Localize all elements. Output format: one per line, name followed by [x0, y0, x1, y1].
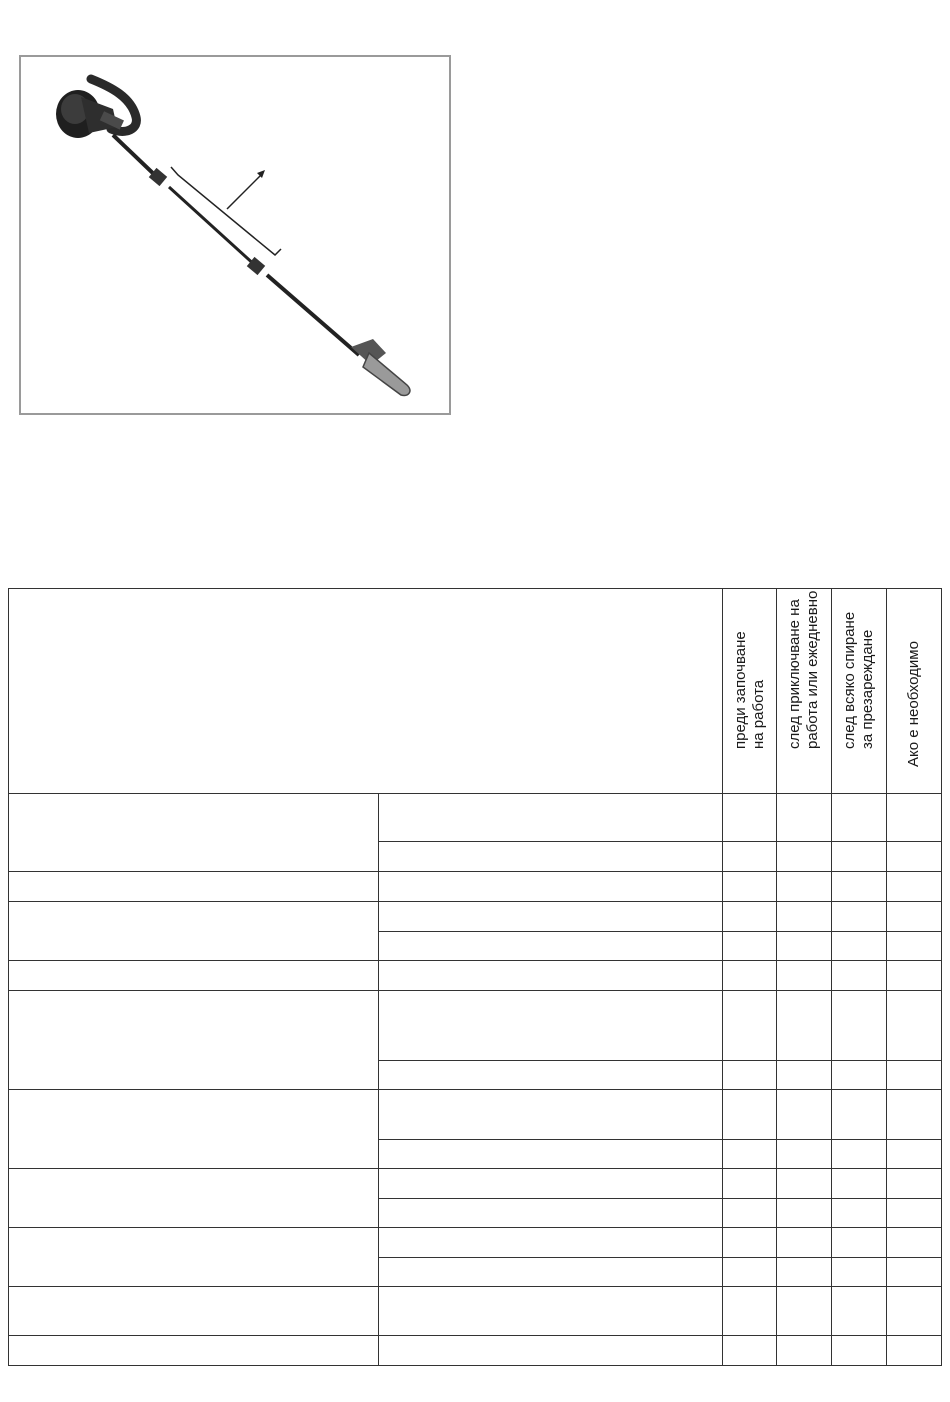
table-cell — [887, 872, 942, 902]
table-cell — [723, 1061, 777, 1090]
column-header-after-work-line2: работа или ежедневно — [804, 590, 821, 749]
table-row — [9, 902, 942, 932]
table-cell — [777, 1287, 832, 1336]
column-header-if-needed — [887, 589, 942, 794]
maintenance-schedule-table — [8, 588, 942, 1366]
column-header-after-refuel-line2: за презареждане — [859, 629, 876, 749]
table-cell — [9, 1336, 379, 1366]
table-cell — [723, 1287, 777, 1336]
table-cell — [777, 1336, 832, 1366]
table-cell — [777, 1199, 832, 1228]
table-cell — [379, 842, 723, 872]
table-cell — [832, 1169, 887, 1199]
table-cell — [832, 1199, 887, 1228]
table-cell — [887, 902, 942, 932]
table-cell — [379, 794, 723, 842]
pointer-arrow — [227, 175, 261, 209]
table-row — [9, 991, 942, 1061]
table-cell — [887, 1090, 942, 1140]
pole-saw-illustration — [21, 57, 449, 413]
table-cell — [832, 1061, 887, 1090]
table-cell — [777, 1090, 832, 1140]
table-cell — [723, 1169, 777, 1199]
table-cell — [9, 1090, 379, 1169]
table-row — [9, 872, 942, 902]
table-cell — [379, 1061, 723, 1090]
table-cell — [832, 1090, 887, 1140]
table-row — [9, 1336, 942, 1366]
table-cell — [379, 1199, 723, 1228]
table-cell — [832, 1228, 887, 1258]
product-figure — [19, 55, 451, 415]
table-cell — [379, 1090, 723, 1140]
header-blank-cell — [9, 589, 723, 794]
table-cell — [379, 1258, 723, 1287]
table-cell — [887, 794, 942, 842]
table-cell — [379, 1287, 723, 1336]
table-cell — [777, 961, 832, 991]
table-cell — [777, 991, 832, 1061]
table-cell — [723, 872, 777, 902]
table-cell — [723, 991, 777, 1061]
table-cell — [777, 1169, 832, 1199]
table-cell — [379, 961, 723, 991]
table-cell — [887, 991, 942, 1061]
table-cell — [379, 991, 723, 1061]
table-cell — [832, 1258, 887, 1287]
table-cell — [832, 991, 887, 1061]
table-cell — [9, 902, 379, 961]
table-cell — [887, 1336, 942, 1366]
table-cell — [379, 872, 723, 902]
saw-bar — [363, 353, 410, 395]
column-header-after-work-line1: след приключване на — [786, 599, 803, 749]
table-row — [9, 1228, 942, 1258]
column-header-after-work-daily — [777, 589, 832, 794]
table-cell — [723, 1140, 777, 1169]
table-cell — [887, 1169, 942, 1199]
table-cell — [777, 842, 832, 872]
table-row — [9, 1090, 942, 1140]
table-cell — [379, 1336, 723, 1366]
table-cell — [887, 1061, 942, 1090]
table-cell — [723, 902, 777, 932]
table-cell — [9, 1287, 379, 1336]
table-cell — [832, 961, 887, 991]
column-header-before-work-line2: на работа — [749, 679, 767, 749]
table-cell — [723, 932, 777, 961]
table-cell — [9, 991, 379, 1090]
table-cell — [9, 794, 379, 872]
table-cell — [887, 1258, 942, 1287]
table-cell — [832, 1336, 887, 1366]
table-row — [9, 1169, 942, 1199]
table-cell — [832, 1287, 887, 1336]
table-cell — [777, 902, 832, 932]
column-header-if-needed-line1: Ако е необходимо — [905, 641, 922, 767]
table-cell — [723, 1258, 777, 1287]
table-cell — [723, 961, 777, 991]
table-row — [9, 961, 942, 991]
table-row — [9, 794, 942, 842]
table-cell — [9, 1228, 379, 1287]
lower-shaft — [267, 275, 359, 355]
table-cell — [887, 1140, 942, 1169]
table-cell — [887, 932, 942, 961]
table-cell — [777, 932, 832, 961]
table-cell — [887, 1228, 942, 1258]
table-cell — [777, 794, 832, 842]
table-cell — [9, 872, 379, 902]
table-cell — [832, 872, 887, 902]
extension-bracket — [171, 167, 281, 255]
table-cell — [379, 1140, 723, 1169]
table-cell — [777, 1061, 832, 1090]
table-cell — [887, 1287, 942, 1336]
table-cell — [777, 872, 832, 902]
table-cell — [379, 932, 723, 961]
column-header-after-refuel — [832, 589, 887, 794]
table-cell — [832, 902, 887, 932]
table-cell — [723, 1228, 777, 1258]
table-cell — [777, 1140, 832, 1169]
table-cell — [777, 1228, 832, 1258]
table-cell — [723, 1199, 777, 1228]
column-header-after-refuel-line1: след всяко спиране — [841, 611, 858, 749]
column-header-before-work-line1: преди започване — [731, 631, 749, 749]
table-cell — [379, 902, 723, 932]
table-cell — [723, 794, 777, 842]
table-cell — [832, 1140, 887, 1169]
column-header-before-work — [723, 589, 777, 794]
table-cell — [832, 932, 887, 961]
table-cell — [723, 1336, 777, 1366]
extension-shaft — [169, 187, 257, 267]
table-row — [9, 1287, 942, 1336]
table-header-row — [9, 589, 942, 794]
table-cell — [723, 1090, 777, 1140]
table-cell — [9, 961, 379, 991]
table-cell — [777, 1258, 832, 1287]
table-cell — [887, 842, 942, 872]
table-cell — [723, 842, 777, 872]
table-cell — [887, 961, 942, 991]
table-cell — [832, 842, 887, 872]
table-cell — [379, 1228, 723, 1258]
table-cell — [887, 1199, 942, 1228]
table-cell — [379, 1169, 723, 1199]
table-cell — [9, 1169, 379, 1228]
upper-shaft — [113, 135, 159, 179]
table-cell — [832, 794, 887, 842]
